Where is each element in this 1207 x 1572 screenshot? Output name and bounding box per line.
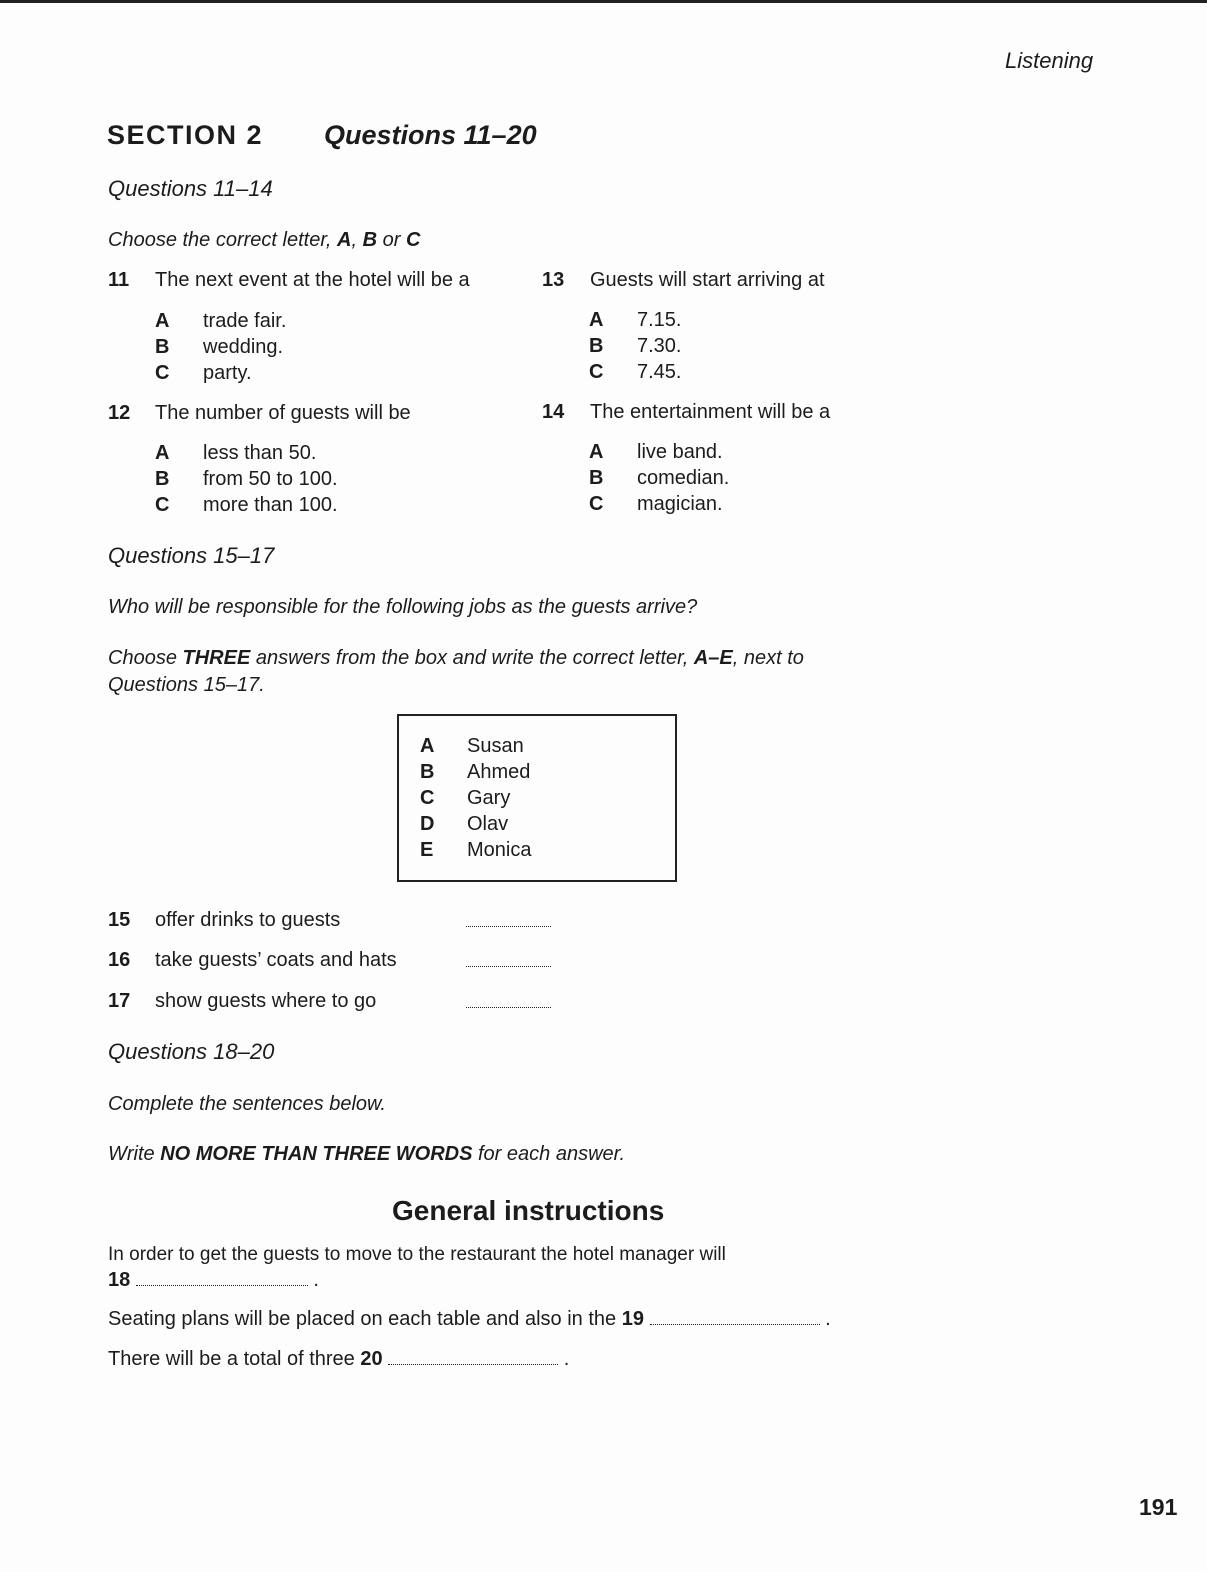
sentence-19: Seating plans will be placed on each table and also in the 19 . bbox=[108, 1308, 831, 1330]
page-number: 191 bbox=[1139, 1494, 1178, 1520]
question-text: The number of guests will be bbox=[155, 402, 411, 424]
question-number: 17 bbox=[108, 990, 131, 1012]
question-number: 16 bbox=[108, 949, 131, 971]
part1-heading: Questions 11–14 bbox=[108, 176, 273, 201]
question-text: show guests where to go bbox=[155, 990, 377, 1012]
question-text: offer drinks to guests bbox=[155, 909, 341, 931]
section-label: SECTION 2 bbox=[107, 120, 264, 150]
sentence-18-text: In order to get the guests to move to the restaurant the hotel manager will bbox=[108, 1244, 726, 1265]
part1-instruction: Choose the correct letter, A, B or C bbox=[108, 229, 421, 251]
answer-blank-18[interactable] bbox=[136, 1273, 308, 1286]
part3-instruction-2: Write NO MORE THAN THREE WORDS for each answer. bbox=[108, 1143, 626, 1165]
part2-instruction-2: Choose THREE answers from the box and write the correct letter, A–E, next to bbox=[108, 647, 804, 669]
part2-heading: Questions 15–17 bbox=[108, 543, 275, 568]
question-text: The next event at the hotel will be a bbox=[155, 269, 470, 291]
answer-blank-19[interactable] bbox=[650, 1312, 820, 1325]
answer-blank-20[interactable] bbox=[388, 1352, 558, 1365]
part3-instruction-1: Complete the sentences below. bbox=[108, 1093, 386, 1115]
sentence-20: There will be a total of three 20 . bbox=[108, 1348, 570, 1370]
question-text: take guests’ coats and hats bbox=[155, 949, 397, 971]
question-text: Guests will start arriving at bbox=[590, 269, 825, 291]
general-instructions-title: General instructions bbox=[392, 1195, 665, 1226]
answer-blank-15[interactable] bbox=[466, 910, 551, 927]
running-title: Listening bbox=[1005, 48, 1094, 73]
question-number: 11 bbox=[108, 269, 130, 291]
sentence-18-answer: 18 . bbox=[108, 1269, 319, 1291]
answer-blank-16[interactable] bbox=[466, 950, 551, 967]
question-number: 12 bbox=[108, 402, 131, 424]
section-questions: Questions 11–20 bbox=[324, 120, 537, 150]
answer-blank-17[interactable] bbox=[466, 991, 551, 1008]
question-text: The entertainment will be a bbox=[590, 401, 831, 423]
part2-instruction-3: Questions 15–17. bbox=[108, 674, 265, 696]
question-number: 13 bbox=[542, 269, 565, 291]
question-number: 15 bbox=[108, 909, 131, 931]
top-rule bbox=[0, 0, 1207, 3]
part3-heading: Questions 18–20 bbox=[108, 1039, 275, 1064]
question-number: 14 bbox=[542, 401, 565, 423]
part2-instruction-1: Who will be responsible for the following jobs as the guests arrive? bbox=[108, 596, 698, 618]
names-box bbox=[397, 714, 677, 882]
